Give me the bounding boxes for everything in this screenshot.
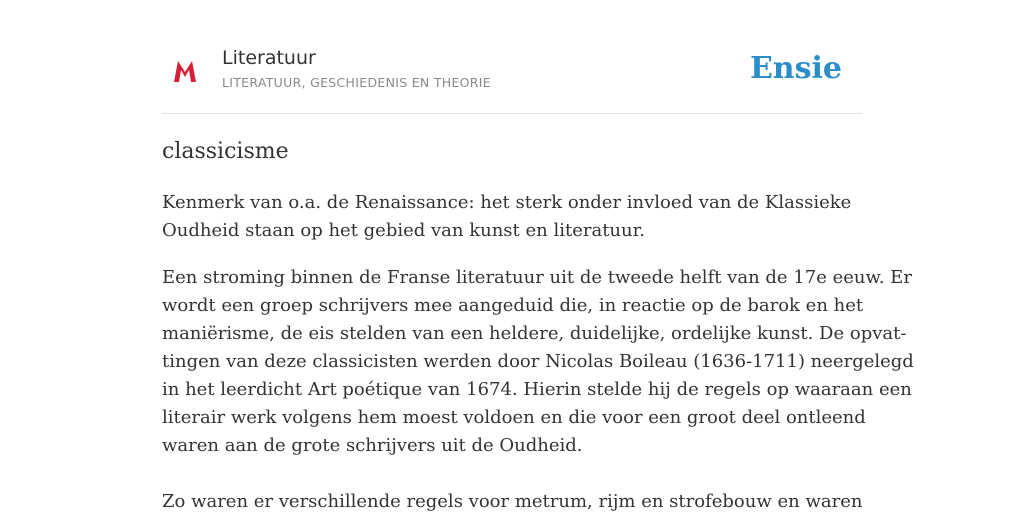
text-line: Zo waren er verschillende regels voor metrum, rijm en strofebouw en waren bbox=[162, 491, 863, 512]
text-line: maniërisme, de eis stelden van een heldere, duidelijke, ordelijke kunst. De opvat- bbox=[162, 323, 907, 344]
site-subtitle: LITERATUUR, GESCHIEDENIS EN THEORIE bbox=[222, 75, 491, 90]
m-logo-icon[interactable] bbox=[172, 58, 198, 84]
ensie-brand-logo[interactable]: Ensie bbox=[749, 51, 842, 86]
text-line: waren aan de grote schrijvers uit de Oudheid. bbox=[162, 435, 583, 456]
page bbox=[162, 0, 914, 512]
text-line: wordt een groep schrijvers mee aangeduid die, in reactie op de barok en het bbox=[162, 295, 864, 316]
text-line: Een stroming binnen de Franse literatuur uit de tweede helft van de 17e eeuw. Er bbox=[162, 267, 912, 288]
definition-paragraph bbox=[162, 264, 914, 460]
site-header bbox=[162, 0, 862, 114]
text-line: Kenmerk van o.a. de Renaissance: het sterk onder invloed van de Klassieke bbox=[162, 192, 852, 213]
text-line: Oudheid staan op het gebied van kunst en literatuur. bbox=[162, 220, 645, 241]
entry-title: classicisme bbox=[162, 139, 289, 164]
site-name[interactable]: Literatuur bbox=[222, 47, 316, 69]
definition-paragraph bbox=[162, 189, 862, 245]
text-line: tingen van deze classicisten werden door Nicolas Boileau (1636-1711) neergelegd bbox=[162, 351, 914, 372]
definition-paragraph bbox=[162, 488, 862, 512]
text-line: literair werk volgens hem moest voldoen en die voor een groot deel ontleend bbox=[162, 407, 866, 428]
text-line: in het leerdicht Art poétique van 1674. Hierin stelde hij de regels op waaraan een bbox=[162, 379, 912, 400]
